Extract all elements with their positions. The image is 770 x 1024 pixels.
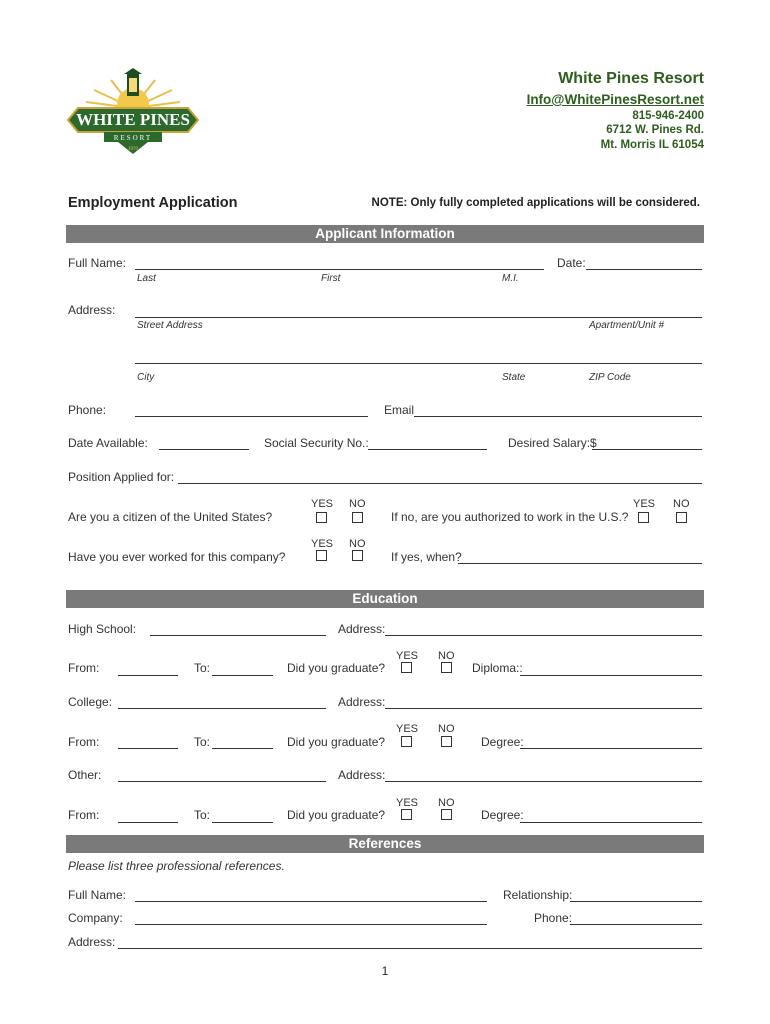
street-address-field[interactable]	[135, 317, 702, 318]
other-field[interactable]	[118, 781, 326, 782]
college-to-field[interactable]	[212, 748, 273, 749]
ref-company-field[interactable]	[135, 924, 487, 925]
citizen-question: Are you a citizen of the United States?	[68, 510, 273, 524]
high-school-label: High School:	[68, 622, 137, 636]
section-applicant-information: Applicant Information	[66, 225, 704, 243]
hs-from-field[interactable]	[118, 675, 178, 676]
date-available-label: Date Available:	[68, 436, 148, 450]
college-address-field[interactable]	[385, 708, 702, 709]
section-education: Education	[66, 590, 704, 608]
references-instruction: Please list three professional references.	[68, 859, 285, 873]
svg-text:1970: 1970	[128, 147, 138, 152]
citizen-no-label: NO	[349, 498, 366, 510]
if-yes-when-field[interactable]	[458, 563, 702, 564]
phone-label: Phone:	[68, 403, 107, 417]
page-title: Employment Application	[68, 195, 238, 211]
zip-caption: ZIP Code	[589, 372, 631, 383]
diploma-field[interactable]	[520, 675, 702, 676]
ref-full-name-field[interactable]	[135, 901, 487, 902]
other-address-field[interactable]	[385, 781, 702, 782]
email-label: Email	[384, 403, 415, 417]
desired-salary-field[interactable]	[592, 449, 702, 450]
authorized-no-checkbox[interactable]	[676, 512, 687, 523]
other-label: Other:	[68, 768, 102, 782]
position-label: Position Applied for:	[68, 470, 175, 484]
ref-phone-field[interactable]	[570, 924, 702, 925]
ssn-field[interactable]	[368, 449, 487, 450]
college-no-checkbox[interactable]	[441, 736, 452, 747]
hs-yes-label: YES	[396, 650, 419, 662]
college-graduate-question: Did you graduate?	[287, 735, 386, 749]
other-degree-field[interactable]	[520, 822, 702, 823]
hs-no-checkbox[interactable]	[441, 662, 452, 673]
other-degree-label: Degree:	[481, 808, 524, 822]
other-from-label: From:	[68, 808, 100, 822]
college-from-field[interactable]	[118, 748, 178, 749]
authorized-yes-checkbox[interactable]	[638, 512, 649, 523]
desired-salary-label: Desired Salary:$	[508, 436, 597, 450]
hs-to-label: To:	[194, 661, 211, 675]
last-caption: Last	[137, 273, 156, 284]
college-yes-checkbox[interactable]	[401, 736, 412, 747]
completion-note: NOTE: Only fully completed applications will be considered.	[371, 197, 700, 209]
authorized-no-label: NO	[673, 498, 690, 510]
svg-text:RESORT: RESORT	[113, 134, 153, 142]
full-name-field[interactable]	[135, 269, 544, 270]
company-email[interactable]: Info@WhitePinesResort.net	[526, 92, 704, 107]
college-from-label: From:	[68, 735, 100, 749]
college-yes-label: YES	[396, 723, 419, 735]
college-no-label: NO	[438, 723, 455, 735]
other-no-label: NO	[438, 797, 455, 809]
citizen-yes-label: YES	[311, 498, 334, 510]
mi-caption: M.I.	[502, 273, 519, 284]
authorized-yes-label: YES	[633, 498, 656, 510]
high-school-address-label: Address:	[338, 622, 386, 636]
full-name-label: Full Name:	[68, 256, 127, 270]
ref-address-label: Address:	[68, 935, 116, 949]
other-graduate-question: Did you graduate?	[287, 808, 386, 822]
other-yes-label: YES	[396, 797, 419, 809]
date-field[interactable]	[586, 269, 702, 270]
logo-text: WHITE PINES	[76, 110, 190, 129]
high-school-field[interactable]	[150, 635, 326, 636]
ref-phone-label: Phone:	[534, 911, 573, 925]
college-field[interactable]	[118, 708, 326, 709]
company-city: Mt. Morris IL 61054	[600, 139, 704, 151]
company-street: 6712 W. Pines Rd.	[606, 124, 704, 136]
city-caption: City	[137, 372, 155, 383]
phone-field[interactable]	[135, 416, 368, 417]
date-label: Date:	[557, 256, 586, 270]
hs-from-label: From:	[68, 661, 100, 675]
resort-logo	[66, 68, 200, 156]
worked-yes-label: YES	[311, 538, 334, 550]
state-caption: State	[502, 372, 526, 383]
college-to-label: To:	[194, 735, 211, 749]
ref-full-name-label: Full Name:	[68, 888, 127, 902]
hs-to-field[interactable]	[212, 675, 273, 676]
ref-relationship-label: Relationship:	[503, 888, 573, 902]
city-state-zip-field[interactable]	[135, 363, 702, 364]
other-to-field[interactable]	[212, 822, 273, 823]
ref-address-field[interactable]	[118, 948, 702, 949]
college-degree-label: Degree:	[481, 735, 524, 749]
if-yes-when-label: If yes, when?	[391, 550, 462, 564]
college-degree-field[interactable]	[520, 748, 702, 749]
address-label: Address:	[68, 303, 116, 317]
diploma-label: Diploma::	[472, 661, 523, 675]
other-no-checkbox[interactable]	[441, 809, 452, 820]
ref-relationship-field[interactable]	[570, 901, 702, 902]
college-address-label: Address:	[338, 695, 386, 709]
section-references: References	[66, 835, 704, 853]
authorized-question: If no, are you authorized to work in the U.S.?	[391, 510, 629, 524]
ssn-label: Social Security No.:	[264, 436, 369, 450]
hs-no-label: NO	[438, 650, 455, 662]
position-field[interactable]	[178, 483, 702, 484]
citizen-no-checkbox[interactable]	[352, 512, 363, 523]
high-school-address-field[interactable]	[385, 635, 702, 636]
other-yes-checkbox[interactable]	[401, 809, 412, 820]
email-field[interactable]	[414, 416, 702, 417]
date-available-field[interactable]	[159, 449, 249, 450]
first-caption: First	[321, 273, 341, 284]
apartment-caption: Apartment/Unit #	[589, 320, 665, 331]
other-address-label: Address:	[338, 768, 386, 782]
hs-yes-checkbox[interactable]	[401, 662, 412, 673]
worked-yes-checkbox[interactable]	[316, 550, 327, 561]
worked-no-label: NO	[349, 538, 366, 550]
hs-graduate-question: Did you graduate?	[287, 661, 386, 675]
street-address-caption: Street Address	[137, 320, 203, 331]
other-from-field[interactable]	[118, 822, 178, 823]
college-label: College:	[68, 695, 113, 709]
company-phone: 815-946-2400	[632, 110, 704, 122]
company-name: White Pines Resort	[558, 70, 704, 87]
ref-company-label: Company:	[68, 911, 123, 925]
worked-no-checkbox[interactable]	[352, 550, 363, 561]
other-to-label: To:	[194, 808, 211, 822]
citizen-yes-checkbox[interactable]	[316, 512, 327, 523]
page-number: 1	[381, 964, 389, 978]
worked-question: Have you ever worked for this company?	[68, 550, 286, 564]
